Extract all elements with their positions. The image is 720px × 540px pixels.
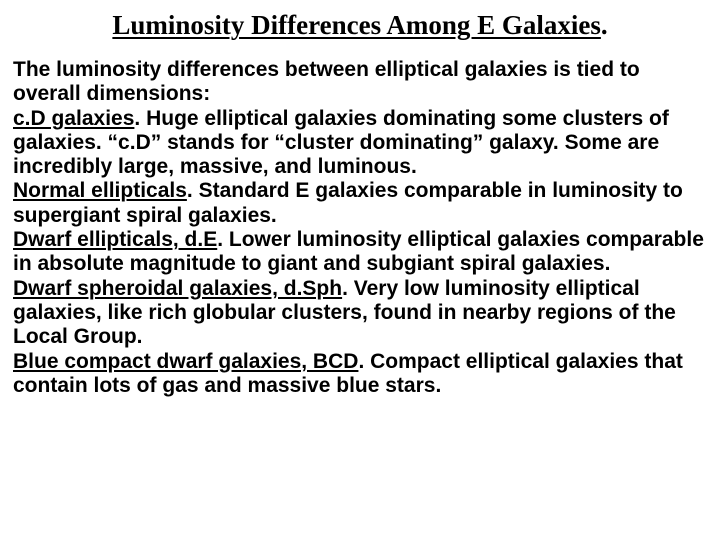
item-description: . Compact elliptical galaxies that contain lots of gas and massive blue stars. bbox=[13, 349, 683, 397]
list-item bbox=[13, 107, 713, 180]
item-description: . Very low luminosity elliptical galaxies, like rich globular clusters, found in nearby regions of the Local Group. bbox=[13, 276, 676, 349]
item-term: Blue compact dwarf galaxies, BCD bbox=[13, 349, 359, 373]
slide-title bbox=[0, 8, 720, 42]
slide-body bbox=[13, 58, 713, 398]
item-description: . Huge elliptical galaxies dominating some clusters of galaxies. “c.D” stands for “cluster dominating” galaxy. Some are incredibly large, massive, and luminous. bbox=[13, 106, 669, 179]
list-item bbox=[13, 228, 713, 277]
slide-title-text: Luminosity Differences Among E Galaxies bbox=[112, 10, 601, 40]
slide-title-period: . bbox=[600, 10, 608, 40]
item-term: Dwarf ellipticals, d.E bbox=[13, 228, 218, 252]
list-item bbox=[13, 350, 713, 399]
list-item bbox=[13, 277, 713, 350]
intro-paragraph: The luminosity differences between elliptical galaxies is tied to overall dimensions: bbox=[13, 58, 640, 106]
item-term: Dwarf spheroidal galaxies, d.Sph bbox=[13, 276, 343, 300]
item-description: . Lower luminosity elliptical galaxies comparable in absolute magnitude to giant and subgiant spiral galaxies. bbox=[13, 228, 704, 276]
item-term: Normal ellipticals bbox=[13, 179, 187, 203]
item-term: c.D galaxies bbox=[13, 106, 135, 130]
list-item bbox=[13, 179, 713, 228]
item-description: . Standard E galaxies comparable in luminosity to supergiant spiral galaxies. bbox=[13, 179, 683, 227]
